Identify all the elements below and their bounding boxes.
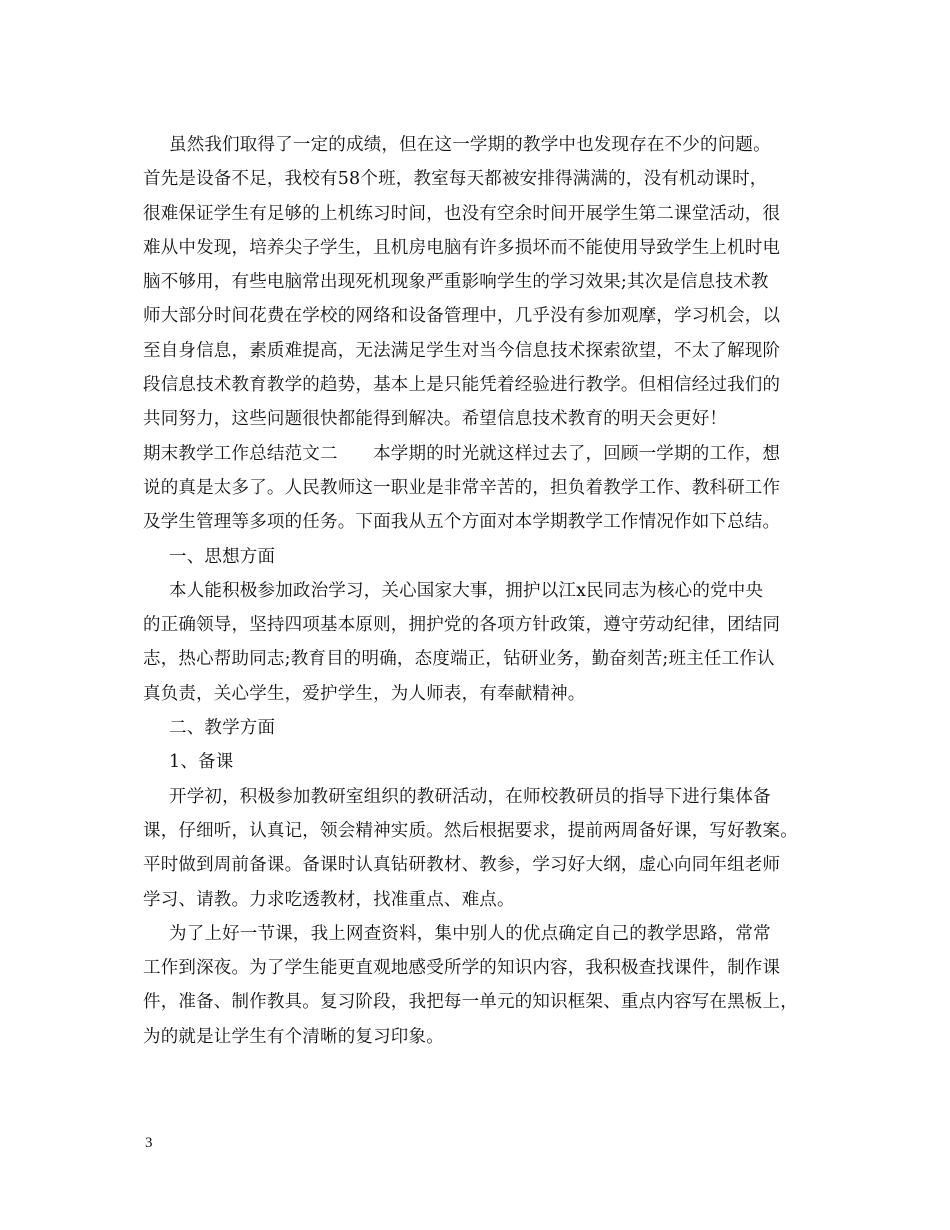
paragraph-line: 脑不够用，有些电脑常出现死机现象严重影响学生的学习效果;其次是信息技术教 <box>143 272 769 293</box>
paragraph-line: 课，仔细听，认真记，领会精神实质。然后根据要求，提前两周备好课，写好教案。 <box>143 820 798 841</box>
paragraph-line: 及学生管理等多项的任务。下面我从五个方面对本学期教学工作情况作如下总结。 <box>143 512 781 533</box>
paragraph-line: 很难保证学生有足够的上机练习时间，也没有空余时间开展学生第二课堂活动，很 <box>143 203 781 224</box>
section-heading: 一、思想方面 <box>169 546 276 567</box>
page-number: 3 <box>145 1135 153 1151</box>
paragraph-line: 的正确领导，坚持四项基本原则，拥护党的各项方针政策，遵守劳动纪律，团结同 <box>143 615 781 636</box>
paragraph-line: 至自身信息，素质难提高，无法满足学生对当今信息技术探索欲望，不太了解现阶 <box>143 340 781 361</box>
subsection-heading: 1、备课 <box>169 752 234 773</box>
paragraph-line: 共同努力，这些问题很快都能得到解决。希望信息技术教育的明天会更好！ <box>143 409 728 430</box>
paragraph-line: 说的真是太多了。人民教师这一职业是非常辛苦的，担负着教学工作、教科研工作 <box>143 477 781 498</box>
paragraph-line: 虽然我们取得了一定的成绩，但在这一学期的教学中也发现存在不少的问题。 <box>169 135 771 155</box>
paragraph-line: 真负责，关心学生，爱护学生，为人师表，有奉献精神。 <box>143 683 586 704</box>
paragraph-line: 平时做到周前备课。备课时认真钻研教材、教参，学习好大纲，虚心向同年组老师 <box>143 855 781 876</box>
paragraph-line: 首先是设备不足，我校有58个班，教室每天都被安排得满满的，没有机动课时， <box>143 169 768 190</box>
paragraph-line: 段信息技术教育教学的趋势，基本上是只能凭着经验进行教学。但相信经过我们的 <box>143 375 781 396</box>
paragraph-line: 为的就是让学生有个清晰的复习印象。 <box>143 1026 444 1047</box>
paragraph-line: 开学初，积极参加教研室组织的教研活动，在师校教研员的指导下进行集体备 <box>169 786 771 807</box>
paragraph-line: 工作到深夜。为了学生能更直观地感受所学的知识内容，我积极查找课件，制作课 <box>143 958 781 979</box>
paragraph-line: 学习、请教。力求吃透教材，找准重点、难点。 <box>143 889 515 910</box>
paragraph-line: 本人能积极参加政治学习，关心国家大事，拥护以江x民同志为核心的党中央 <box>169 580 764 601</box>
document-body <box>143 128 813 1054</box>
paragraph-line: 件，准备、制作教具。复习阶段，我把每一单元的知识框架、重点内容写在黑板上， <box>143 992 798 1013</box>
section-heading: 二、教学方面 <box>169 718 276 739</box>
paragraph-line: 志，热心帮助同志;教育目的明确，态度端正，钻研业务，勤奋刻苦;班主任工作认 <box>143 649 775 670</box>
paragraph-line: 师大部分时间花费在学校的网络和设备管理中，几乎没有参加观摩，学习机会，以 <box>143 306 781 327</box>
section-title-line: 期末教学工作总结范文二 本学期的时光就这样过去了，回顾一学期的工作，想 <box>143 443 781 464</box>
paragraph-line: 难从中发现，培养尖子学生，且机房电脑有许多损坏而不能使用导致学生上机时电 <box>143 237 781 258</box>
paragraph-line: 为了上好一节课，我上网查资料，集中别人的优点确定自己的教学思路，常常 <box>169 923 771 944</box>
